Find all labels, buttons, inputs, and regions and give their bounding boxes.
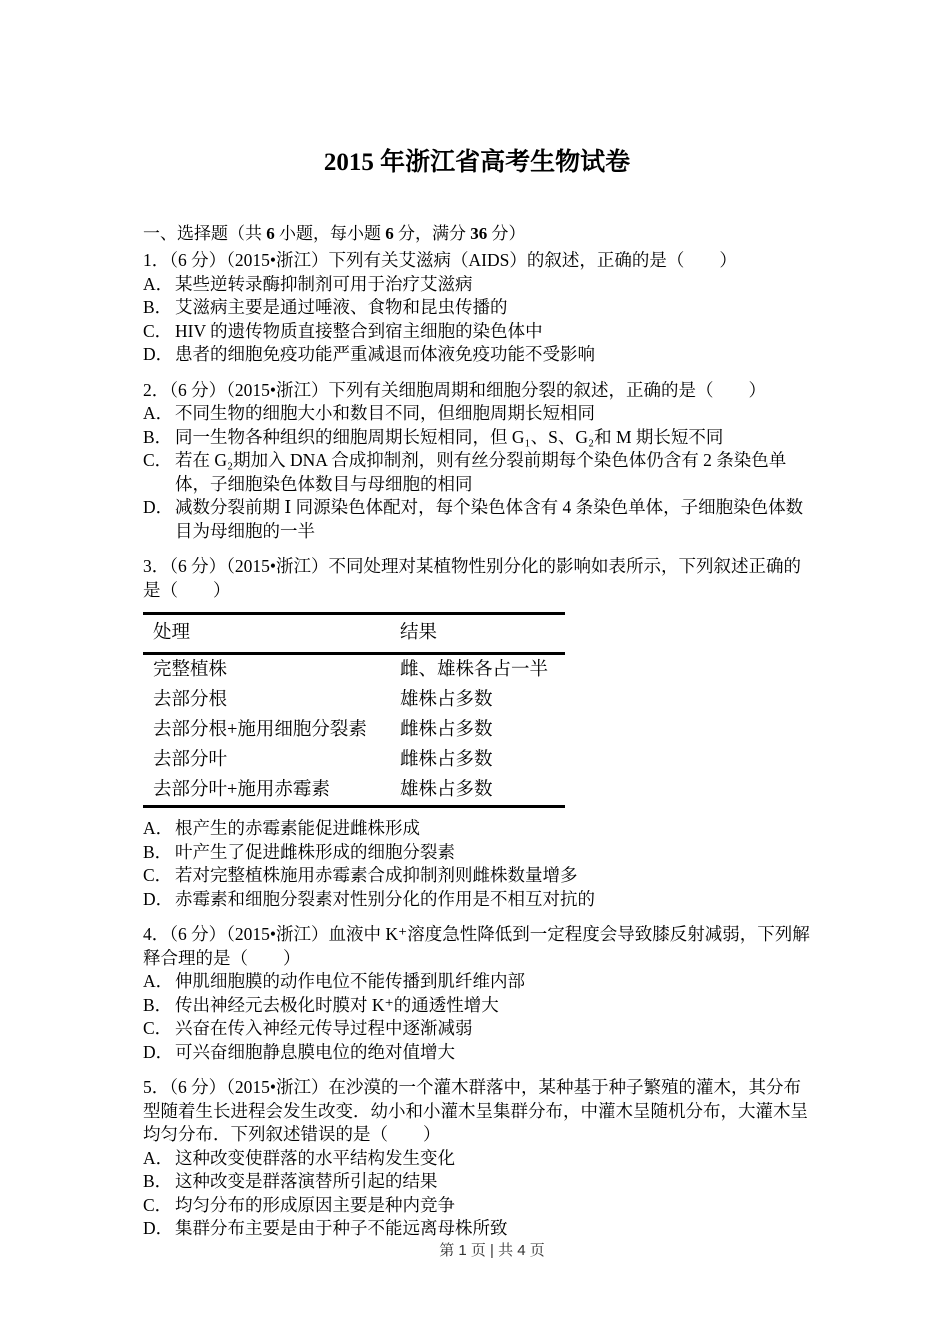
question-number: 4． xyxy=(143,924,170,944)
table-cell: 去部分根 xyxy=(153,690,228,710)
question-stem xyxy=(143,555,811,602)
table-row xyxy=(143,775,565,807)
option-text: 若在 G₂期加入 DNA 合成抑制剂，则有丝分裂前期每个染色体仍含有 2 条染色单体，子细胞染色体数目与母细胞的相同 xyxy=(175,450,787,494)
question-stem-text: （6 分）（2015•浙江）不同处理对某植物性别分化的影响如表所示，下列叙述正确的是（ ） xyxy=(143,556,801,600)
option-line xyxy=(143,970,811,994)
option-label: B． xyxy=(143,426,173,447)
question-number: 5． xyxy=(143,1077,170,1097)
option-line xyxy=(143,1194,811,1218)
option-line xyxy=(143,496,811,543)
option-line xyxy=(143,273,811,297)
option-line xyxy=(143,402,811,426)
option-label: D． xyxy=(143,497,174,517)
option-label: B． xyxy=(143,297,173,317)
option-label: A． xyxy=(143,818,174,838)
section-heading-part: 分，满分 xyxy=(393,224,471,243)
question-stem-text: （6 分）（2015•浙江）在沙漠的一个灌木群落中，某种基于种子繁殖的灌木，其分布型随着生长进程会发生改变．幼小和小灌木呈集群分布，中灌木呈随机分布，大灌木呈均匀分布．下列叙述错误的是（ ） xyxy=(143,1077,808,1144)
question-stem xyxy=(143,379,811,403)
option-line xyxy=(143,320,811,344)
question-stem xyxy=(143,1076,811,1147)
table-row xyxy=(143,685,565,715)
table-cell: 去部分叶+施用赤霉素 xyxy=(153,780,330,800)
option-line xyxy=(143,296,811,320)
table-cell: 去部分根+施用细胞分裂素 xyxy=(153,720,367,740)
option-text: 不同生物的细胞大小和数目不同，但细胞周期长短相同 xyxy=(175,403,595,423)
question-5 xyxy=(143,1076,811,1241)
option-line xyxy=(143,1017,811,1041)
option-text: 叶产生了促进雌株形成的细胞分裂素 xyxy=(175,841,455,862)
table-cell: 雄株占多数 xyxy=(400,780,493,800)
option-text: 传出神经元去极化时膜对 K⁺的通透性增大 xyxy=(175,994,499,1015)
table-header-cell: 处理 xyxy=(143,614,390,654)
option-line xyxy=(143,994,811,1018)
option-label: B． xyxy=(143,841,173,862)
option-line xyxy=(143,1147,811,1171)
option-line xyxy=(143,888,811,912)
option-label: D． xyxy=(143,888,174,909)
option-text: 赤霉素和细胞分裂素对性别分化的作用是不相互对抗的 xyxy=(175,888,595,909)
section-heading-part: 6 xyxy=(266,224,275,243)
option-line xyxy=(143,841,811,865)
option-line xyxy=(143,449,811,496)
page-title: 2015 年浙江省高考生物试卷 xyxy=(323,149,631,176)
results-table-body xyxy=(143,654,565,807)
table-cell: 完整植株 xyxy=(153,660,228,680)
question-number: 1． xyxy=(143,250,170,270)
question-1 xyxy=(143,249,811,367)
option-text: 同一生物各种组织的细胞周期长短相同，但 G₁、S、G₂和 M 期长短不同 xyxy=(175,426,724,447)
option-text: 若对完整植株施用赤霉素合成抑制剂则雌株数量增多 xyxy=(175,865,578,885)
section-heading-part: 6 xyxy=(385,224,394,243)
option-text: 某些逆转录酶抑制剂可用于治疗艾滋病 xyxy=(175,273,473,294)
page-content xyxy=(143,146,811,1253)
question-number: 2． xyxy=(143,379,170,400)
table-cell: 雄株占多数 xyxy=(400,690,493,710)
option-text: 伸肌细胞膜的动作电位不能传播到肌纤维内部 xyxy=(175,971,525,991)
option-label: C． xyxy=(143,450,173,470)
table-header-cell: 结果 xyxy=(390,614,565,654)
option-label: A． xyxy=(143,273,174,294)
questions-list xyxy=(143,249,811,1241)
option-text: 患者的细胞免疫功能严重减退而体液免疫功能不受影响 xyxy=(175,344,595,364)
section-heading xyxy=(143,222,811,246)
option-label: C． xyxy=(143,320,173,341)
option-text: 这种改变是群落演替所引起的结果 xyxy=(175,1171,438,1191)
question-stem-text: （6 分）（2015•浙江）下列有关艾滋病（AIDS）的叙述，正确的是（ ） xyxy=(169,250,737,270)
page-footer: 第 1 页 | 共 4 页 xyxy=(439,1242,545,1259)
option-text: 集群分布主要是由于种子不能远离母株所致 xyxy=(175,1218,508,1238)
option-line xyxy=(143,343,811,367)
table-row xyxy=(143,654,565,686)
table-cell: 去部分叶 xyxy=(153,750,228,770)
section-heading-part: 分） xyxy=(487,224,526,243)
option-text: 可兴奋细胞静息膜电位的绝对值增大 xyxy=(175,1041,455,1062)
option-text: 这种改变使群落的水平结构发生变化 xyxy=(175,1147,455,1168)
option-text: HIV 的遗传物质直接整合到宿主细胞的染色体中 xyxy=(175,320,543,341)
option-label: A． xyxy=(143,403,174,423)
option-label: D． xyxy=(143,1218,174,1238)
option-label: A． xyxy=(143,971,174,991)
option-line xyxy=(143,817,811,841)
option-text: 兴奋在传入神经元传导过程中逐渐减弱 xyxy=(175,1018,473,1038)
results-table xyxy=(143,612,565,808)
question-number: 3． xyxy=(143,556,170,576)
table-header-row xyxy=(143,614,565,654)
option-text: 均匀分布的形成原因主要是种内竞争 xyxy=(175,1194,455,1215)
option-text: 根产生的赤霉素能促进雌株形成 xyxy=(175,818,420,838)
question-2 xyxy=(143,379,811,544)
option-line xyxy=(143,1170,811,1194)
question-stem xyxy=(143,249,811,273)
table-cell: 雌株占多数 xyxy=(400,720,493,740)
table-cell: 雌株占多数 xyxy=(400,750,493,770)
option-label: C． xyxy=(143,1018,173,1038)
option-label: D． xyxy=(143,1041,174,1062)
option-label: A． xyxy=(143,1147,174,1168)
results-table-head xyxy=(143,614,565,654)
question-3 xyxy=(143,555,811,911)
option-line xyxy=(143,1217,811,1241)
section-heading-part: 一、选择题（共 xyxy=(143,224,267,243)
section-heading-part: 小题，每小题 xyxy=(274,224,386,243)
question-4 xyxy=(143,923,811,1064)
table-cell: 雌、雄株各占一半 xyxy=(400,660,549,680)
option-line xyxy=(143,1041,811,1065)
option-text: 艾滋病主要是通过唾液、食物和昆虫传播的 xyxy=(175,297,508,317)
question-stem xyxy=(143,923,811,970)
option-label: B． xyxy=(143,1171,173,1191)
option-text: 减数分裂前期 Ⅰ 同源染色体配对，每个染色体含有 4 条染色单体，子细胞染色体数目为母细胞的一半 xyxy=(175,497,804,541)
table-row xyxy=(143,715,565,745)
question-stem-text: （6 分）（2015•浙江）血液中 K⁺溶度急性降低到一定程度会导致膝反射减弱，下列解释合理的是（ ） xyxy=(143,924,810,968)
section-heading-part: 36 xyxy=(470,224,488,243)
option-line xyxy=(143,864,811,888)
question-stem-text: （6 分）（2015•浙江）下列有关细胞周期和细胞分裂的叙述，正确的是（ ） xyxy=(169,379,766,400)
option-line xyxy=(143,426,811,450)
option-label: C． xyxy=(143,865,173,885)
option-label: B． xyxy=(143,994,173,1015)
option-label: C． xyxy=(143,1194,173,1215)
table-row xyxy=(143,745,565,775)
option-label: D． xyxy=(143,344,174,364)
